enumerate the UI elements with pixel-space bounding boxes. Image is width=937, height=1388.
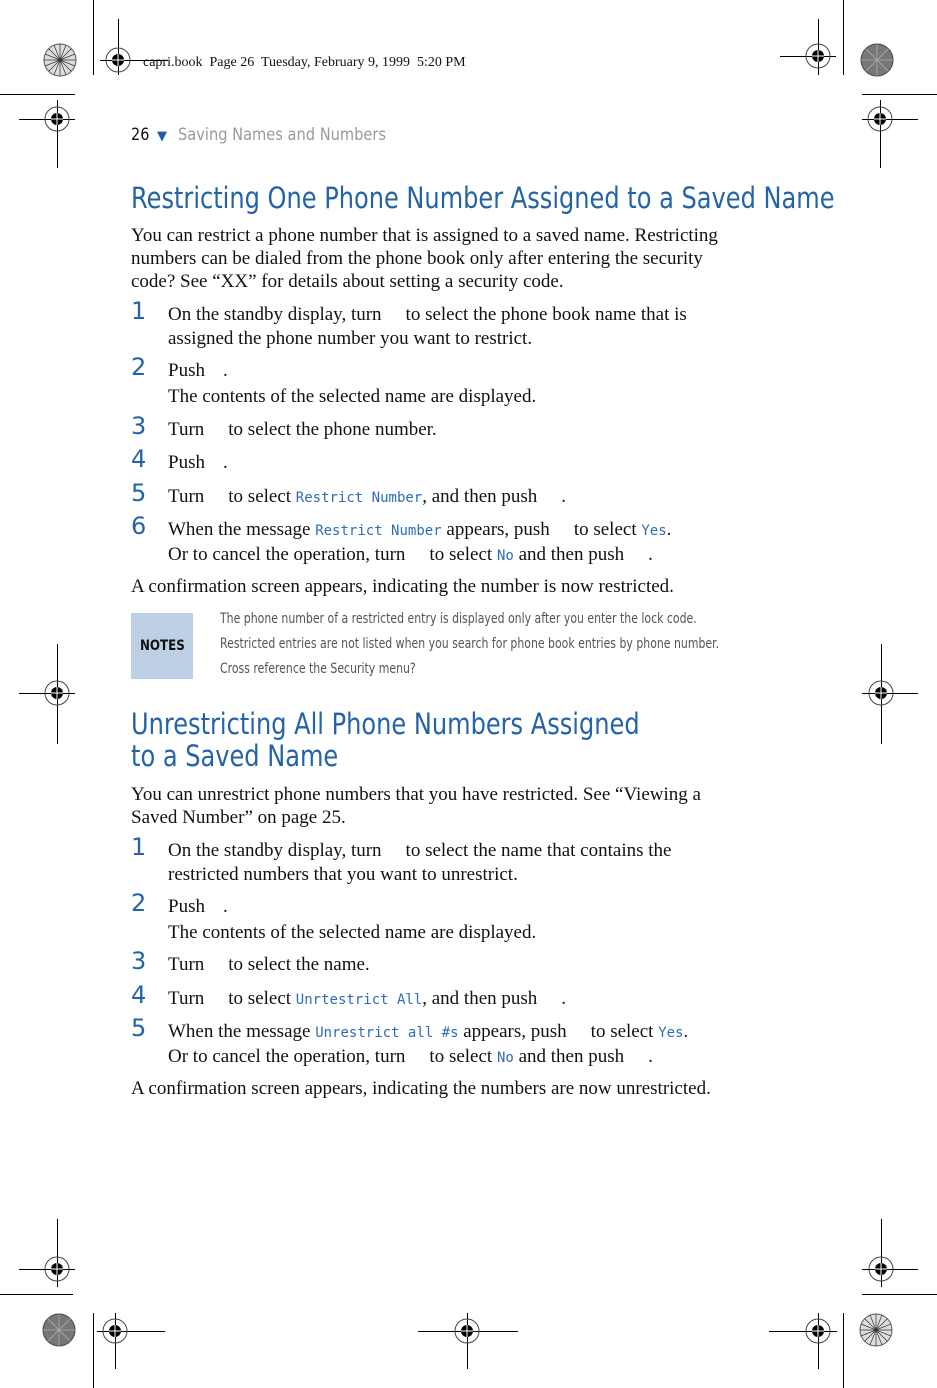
step-text: Turn (168, 988, 205, 1009)
step-text: to select the name. (228, 954, 370, 975)
step-text: . (683, 1021, 689, 1042)
registration-mark-icon (805, 1318, 831, 1344)
step-text: to select the phone number. (228, 419, 437, 440)
notes-text (220, 607, 720, 682)
step-text: Or to cancel the operation, turn (168, 544, 406, 565)
crop-line (862, 94, 937, 95)
step-text: assigned the phone number you want to restrict. (168, 328, 533, 349)
step-text: restricted numbers that you want to unrestrict. (168, 864, 518, 885)
display-text: No (496, 548, 514, 564)
crop-line (93, 0, 94, 75)
registration-mark-icon (868, 680, 894, 706)
step-text: . (648, 1046, 653, 1067)
section2-outro: A confirmation screen appears, indicating the numbers are now unrestricted. (131, 1078, 711, 1099)
display-text: Unrestrict all #s (315, 1025, 459, 1041)
display-text: Unrtestrict All (295, 992, 423, 1008)
registration-mark-icon (868, 1256, 894, 1282)
step-text: . (222, 360, 228, 381)
step-text: appears, push (446, 519, 550, 540)
step-text: . (222, 452, 228, 473)
step-text: Push (168, 360, 205, 381)
step-number: 3 (131, 412, 147, 440)
step-text: Push (168, 452, 205, 473)
registration-mark-icon (44, 680, 70, 706)
registration-mark-icon (44, 106, 70, 132)
section2-intro (131, 783, 771, 829)
step-text: . (561, 988, 567, 1009)
intro-line: numbers can be dialed from the phone book only after entering the security (131, 248, 703, 269)
starburst-mark-icon (859, 1313, 893, 1347)
step-number: 3 (131, 947, 147, 975)
note-line: Cross reference the Security menu? (220, 661, 416, 677)
intro-line: code? See “XX” for details about setting a security code. (131, 271, 564, 292)
display-text: No (496, 1050, 514, 1066)
step-number: 6 (131, 512, 147, 540)
heading-line: to a Saved Name (131, 739, 339, 773)
down-triangle-icon: ▼ (157, 129, 168, 144)
starburst-mark-icon (43, 43, 77, 77)
step-text: . (666, 519, 672, 540)
step-text: . (648, 544, 653, 565)
display-text: Yes (641, 523, 667, 539)
step-number: 2 (131, 889, 147, 917)
step-number: 5 (131, 1014, 147, 1042)
step-text: . (561, 486, 567, 507)
section-title: Saving Names and Numbers (178, 125, 387, 145)
notes-box (131, 613, 193, 679)
display-text: Restrict Number (315, 523, 442, 539)
section2-heading (131, 708, 640, 772)
step-text: appears, push (463, 1021, 567, 1042)
step-text: to select (429, 544, 493, 565)
starburst-mark-icon (860, 43, 894, 77)
section1-outro: A confirmation screen appears, indicating the number is now restricted. (131, 576, 674, 597)
crop-line (843, 0, 844, 75)
registration-mark-icon (105, 47, 131, 73)
crop-line (843, 1313, 844, 1388)
intro-line: You can restrict a phone number that is assigned to a saved name. Restricting (131, 225, 718, 246)
step-text: On the standby display, turn (168, 840, 382, 861)
registration-mark-icon (44, 1256, 70, 1282)
step-text: When the message (168, 1021, 311, 1042)
step-text: When the message (168, 519, 311, 540)
print-slug: capri.book Page 26 Tuesday, February 9, 1999 5:20 PM (143, 55, 466, 70)
notes-label: NOTES (139, 638, 185, 654)
crop-line (0, 1294, 73, 1295)
step-text: The contents of the selected name are displayed. (168, 386, 537, 407)
step-number: 1 (131, 833, 147, 861)
running-head (131, 125, 420, 145)
crop-line (0, 94, 75, 95)
step-text: Or to cancel the operation, turn (168, 1046, 406, 1067)
intro-line: You can unrestrict phone numbers that you have restricted. See “Viewing a (131, 784, 701, 805)
step-text: to select (590, 1021, 654, 1042)
step-text: to select (228, 988, 292, 1009)
step-text: Turn (168, 419, 205, 440)
display-text: Yes (658, 1025, 684, 1041)
step-text: and then push (518, 1046, 625, 1067)
step-text: Turn (168, 486, 205, 507)
heading-line: Unrestricting All Phone Numbers Assigned (131, 707, 640, 741)
step-text: to select the phone book name that is (405, 304, 687, 325)
step-number: 1 (131, 297, 147, 325)
note-line: The phone number of a restricted entry is displayed only after you enter the lock code. (220, 611, 697, 627)
registration-mark-icon (805, 43, 831, 69)
crop-line (862, 1294, 937, 1295)
step-text: to select the name that contains the (405, 840, 672, 861)
step-text: Push (168, 896, 205, 917)
note-line: Restricted entries are not listed when you search for phone book entries by phone number. (220, 636, 720, 652)
registration-mark-icon (454, 1318, 480, 1344)
step-text: to select (429, 1046, 493, 1067)
step-text: to select (573, 519, 637, 540)
section1-heading: Restricting One Phone Number Assigned to a Saved Name (131, 181, 835, 215)
display-text: Restrict Number (295, 490, 423, 506)
step-text: On the standby display, turn (168, 304, 382, 325)
registration-mark-icon (102, 1318, 128, 1344)
section1-intro (131, 224, 771, 293)
step-number: 4 (131, 445, 147, 473)
step-text: and then push (518, 544, 625, 565)
registration-mark-icon (867, 106, 893, 132)
step-text: , and then push (422, 486, 538, 507)
step-text: , and then push (422, 988, 538, 1009)
step-number: 2 (131, 353, 147, 381)
intro-line: Saved Number” on page 25. (131, 807, 346, 828)
step-text: The contents of the selected name are displayed. (168, 922, 537, 943)
step-text: to select (228, 486, 292, 507)
step-number: 4 (131, 981, 147, 1009)
page-number: 26 (131, 125, 150, 145)
step-text: . (222, 896, 228, 917)
crop-line (93, 1313, 94, 1388)
step-number: 5 (131, 479, 147, 507)
starburst-mark-icon (42, 1313, 76, 1347)
step-text: Turn (168, 954, 205, 975)
